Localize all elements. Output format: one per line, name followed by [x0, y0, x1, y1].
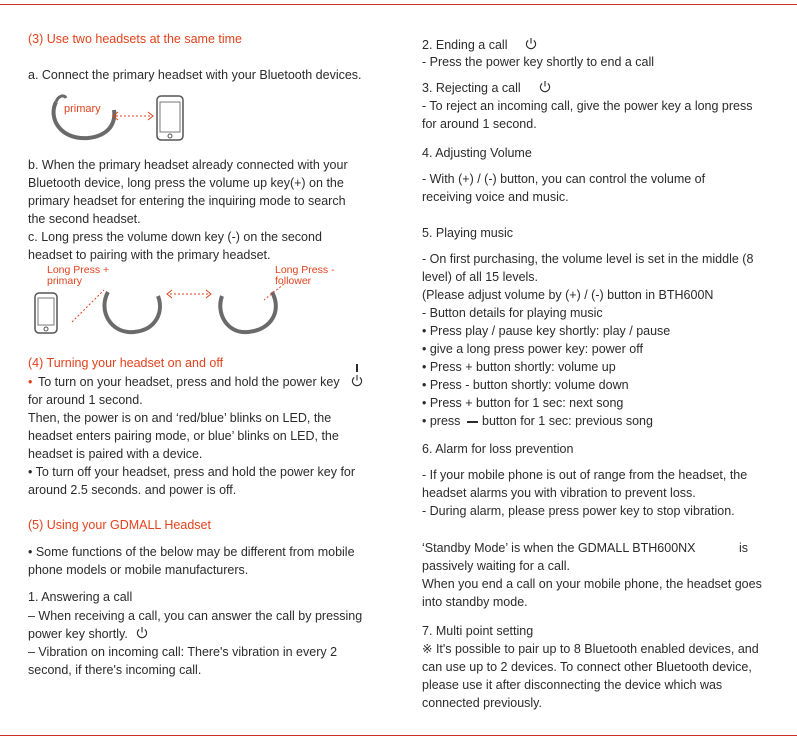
turn-on-line: headset enters pairing mode, or blue’ blinks on LED, the [28, 429, 339, 443]
section-4-title: (4) Turning your headset on and off [28, 356, 224, 370]
note-line: • Some functions of the below may be different from mobile [28, 545, 355, 559]
answer-line: – Vibration on incoming call: There's vibration in every 2 [28, 645, 338, 659]
turn-on-line: headset is paired with a device. [28, 447, 203, 461]
music-line: • Press + button shortly: volume up [422, 360, 616, 374]
phone-icon [156, 95, 184, 141]
turn-on-text: To turn on your headset, press and hold the power key [38, 375, 340, 389]
multipoint-title: 7. Multi point setting [422, 624, 534, 638]
answer-line: – When receiving a call, you can answer the call by pressing [28, 609, 363, 623]
bullet-mark: • [28, 375, 33, 389]
step-b-line: the second headset. [28, 212, 141, 226]
alarm-title: 6. Alarm for loss prevention [422, 442, 574, 456]
answer-line: power key shortly. [28, 627, 128, 641]
label-long-press-minus: Long Press - [275, 264, 335, 276]
power-icon [539, 80, 551, 93]
step-c-line: headset to pairing with the primary headset. [28, 248, 271, 262]
step-b-line: b. When the primary headset already connected with your [28, 158, 348, 172]
rejecting-call-title: 3. Rejecting a call [422, 81, 521, 95]
section-5-title: (5) Using your GDMALL Headset [28, 518, 211, 532]
music-line: • Press - button shortly: volume down [422, 378, 629, 392]
section-3-title: (3) Use two headsets at the same time [28, 32, 242, 46]
pairing-arrow-1 [112, 110, 154, 122]
bottom-rule [0, 735, 797, 736]
alarm-line: - During alarm, please press power key to stop vibration. [422, 504, 735, 518]
power-icon [525, 37, 537, 50]
music-line: - Button details for playing music [422, 306, 603, 320]
rejecting-call-line: for around 1 second. [422, 117, 537, 131]
headset-illustration-primary-2 [100, 282, 164, 338]
music-line-prev-a: • press [422, 414, 461, 428]
multipoint-line: please use it after disconnecting the device which was [422, 678, 723, 692]
volume-line: - With (+) / (-) button, you can control the volume of [422, 172, 706, 186]
standby-line: passively waiting for a call. [422, 559, 570, 573]
step-b-line: primary headset for entering the inquiring mode to search [28, 194, 346, 208]
music-line: level) of all 15 levels. [422, 270, 539, 284]
answer-title: 1. Answering a call [28, 590, 133, 604]
standby-line: When you end a call on your mobile phone, the headset goes [422, 577, 762, 591]
standby-line-b: is [739, 541, 749, 555]
note-line: phone models or mobile manufacturers. [28, 563, 249, 577]
rejecting-call-line: - To reject an incoming call, give the power key a long press [422, 99, 753, 113]
label-primary-2: primary [47, 275, 83, 287]
music-line: • Press + button for 1 sec: next song [422, 396, 624, 410]
standby-line-a: ‘Standby Mode’ is when the GDMALL BTH600NX [422, 541, 696, 555]
alarm-line: headset alarms you with vibration to prevent loss. [422, 486, 696, 500]
multipoint-line: ※ It's possible to pair up to 8 Bluetooth enabled devices, and [422, 642, 759, 656]
turn-on-line: Then, the power is on and ‘red/blue’ blinks on LED, the [28, 411, 332, 425]
headset-illustration-primary [50, 88, 120, 144]
ending-call-title: 2. Ending a call [422, 38, 508, 52]
alarm-line: - If your mobile phone is out of range from the headset, the [422, 468, 748, 482]
music-line: - On first purchasing, the volume level is set in the middle (8 [422, 252, 754, 266]
phone-icon-2 [34, 292, 58, 334]
step-b-line: Bluetooth device, long press the volume up key(+) on the [28, 176, 344, 190]
music-line: • Press play / pause key shortly: play / pause [422, 324, 671, 338]
music-title: 5. Playing music [422, 226, 514, 240]
step-c-line: c. Long press the volume down key (-) on the second [28, 230, 322, 244]
minus-button-icon [467, 421, 478, 423]
step-a-text: a. Connect the primary headset with your Bluetooth devices. [28, 68, 362, 82]
ending-call-text: - Press the power key shortly to end a call [422, 55, 655, 69]
turn-off-line: • To turn off your headset, press and hold the power key for [28, 465, 356, 479]
power-key-marker [356, 364, 358, 372]
music-line: • give a long press power key: power off [422, 342, 643, 356]
multipoint-line: can use up to 2 devices. To connect other Bluetooth device, [422, 660, 752, 674]
volume-line: receiving voice and music. [422, 190, 569, 204]
top-rule [0, 4, 797, 5]
music-line: (Please adjust volume by (+) / (-) button in BTH600N [422, 288, 714, 302]
standby-line: into standby mode. [422, 595, 528, 609]
power-icon [136, 626, 148, 639]
music-line-prev-b: button for 1 sec: previous song [482, 414, 653, 428]
pointer-arrow-follower [260, 282, 290, 302]
label-follower: follower [275, 275, 312, 287]
volume-title: 4. Adjusting Volume [422, 146, 532, 160]
turn-on-line: for around 1 second. [28, 393, 143, 407]
multipoint-line: connected previously. [422, 696, 542, 710]
answer-line: second, if there's incoming call. [28, 663, 202, 677]
power-icon [351, 374, 363, 387]
pairing-arrow-2 [166, 288, 212, 300]
turn-off-line: around 2.5 seconds. and power is off. [28, 483, 237, 497]
label-primary: primary [64, 103, 101, 115]
label-long-press-plus: Long Press + [47, 264, 110, 276]
